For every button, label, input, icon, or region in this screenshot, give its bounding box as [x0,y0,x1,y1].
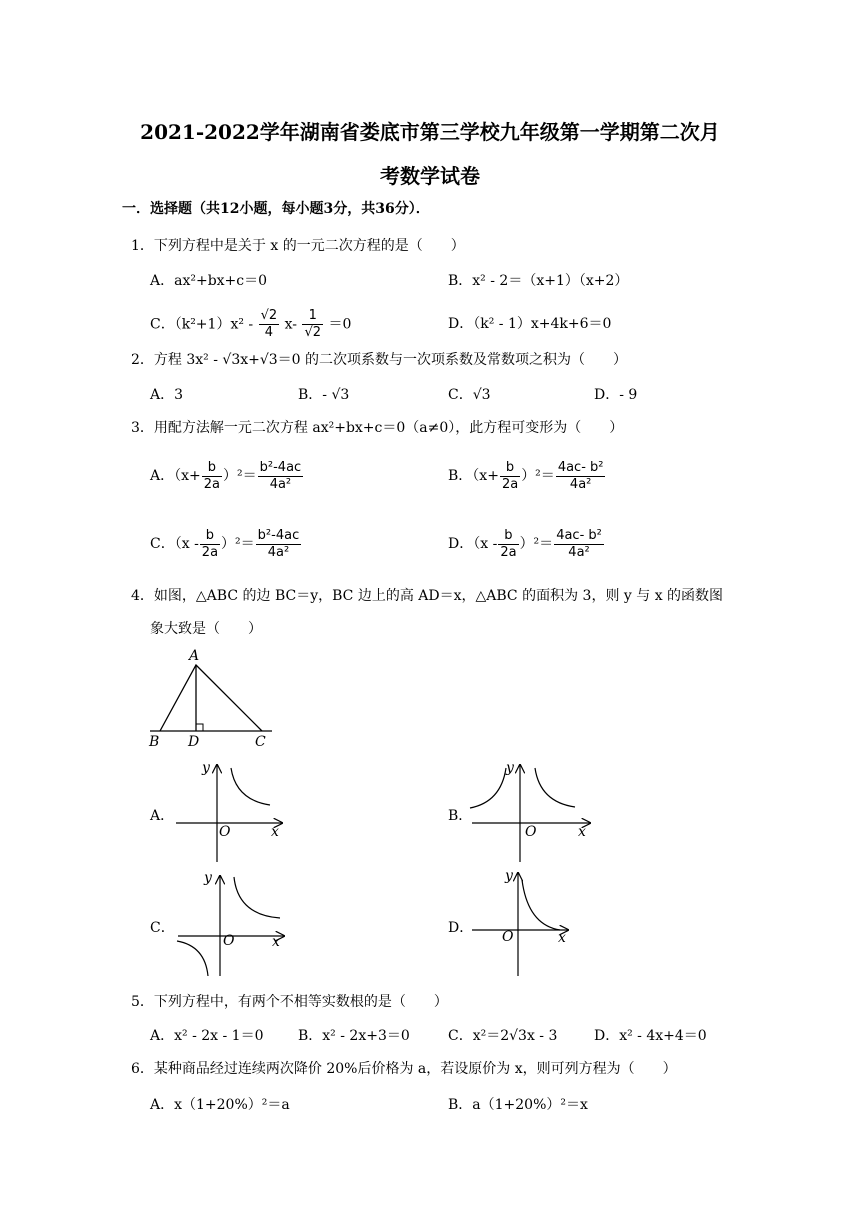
fraction-numerator: b²-4ac [259,459,302,475]
fraction-numerator: b [500,460,520,477]
question-6-option-b: B．a（1+20%）²＝x [448,1097,588,1113]
paren-close-squared: ）²＝ [519,536,554,552]
paren-open: （x - [174,536,199,552]
fraction-numerator: b [200,528,220,545]
fraction-denominator: 2a [501,476,519,492]
question-1-option-a: A．ax²+bx+c＝0 [150,273,268,289]
fraction-numerator: 1 [302,308,323,325]
option-label: C． [150,536,175,552]
graph-c-y-label: y [204,870,212,886]
fraction-denominator: 4a² [269,476,292,492]
section-heading: 一．选择题（共12小题，每小题3分，共36分）． [122,201,430,217]
fraction-numerator: 4ac- b² [557,459,604,475]
paren-close-squared: ）²＝ [521,468,555,484]
fraction-denominator: √2 [304,325,322,340]
fraction-denominator: 2a [201,544,219,560]
question-6-option-a: A．x（1+20%）²＝a [150,1097,290,1113]
fraction-denominator: 4a² [569,476,592,492]
question-5-option-b: B．x² - 2x+3＝0 [298,1028,410,1044]
option-c-mid: x- [284,316,297,333]
question-2-option-c: C．√3 [448,387,491,403]
paren-close-squared: ）²＝ [223,468,257,484]
graph-b [470,765,590,862]
graph-d-origin-label: O [502,929,514,945]
question-4-option-d: D． [448,920,474,936]
fraction-denominator: 2a [203,476,221,492]
question-4-stem-line2: 象大致是（ ） [150,621,262,637]
paren-open: （x+ [174,468,201,484]
vertex-label-b: B [149,734,160,750]
question-4-option-a: A． [150,808,175,824]
fraction-denominator: 4a² [568,544,590,560]
fraction-denominator: 4 [264,325,274,340]
fraction-denominator: 4a² [267,544,290,560]
question-2-option-d: D．- 9 [594,387,638,403]
question-5-option-c: C．x²＝2√3x - 3 [448,1028,558,1044]
fraction-numerator: b [202,460,222,477]
vertex-label-d: D [188,734,200,750]
option-c-suffix: ＝0 [328,316,352,333]
option-label: B． [448,468,473,484]
graph-d-x-label: x [558,930,566,946]
question-5-stem: 5．下列方程中，有两个不相等实数根的是（ ） [131,994,448,1010]
question-2-option-b: B．- √3 [298,387,350,403]
graph-a-origin-label: O [219,824,231,840]
graph-a-y-label: y [202,760,210,776]
graph-d-y-label: y [505,868,513,884]
question-4-option-c: C． [150,920,175,936]
fraction-numerator: 4ac- b² [556,527,602,543]
vertex-label-a: A [189,648,200,664]
question-1-option-b: B．x² - 2＝（x+1）（x+2） [448,273,629,289]
graph-a [176,765,282,862]
question-5-option-d: D．x² - 4x+4＝0 [594,1028,707,1044]
question-4-stem-line1: 4．如图，△ABC 的边 BC＝y，BC 边上的高 AD＝x，△ABC 的面积为 3，则 y 与 x 的函数图 [131,588,724,604]
question-2-option-a: A．3 [150,387,184,403]
option-label: D． [448,536,474,552]
question-1-option-d: D．（k² - 1）x+4k+6＝0 [448,316,612,332]
question-5-option-a: A．x² - 2x - 1＝0 [150,1028,264,1044]
option-label: A． [150,468,175,484]
option-c-prefix: C．（k²+1）x² - [150,316,254,333]
paren-open: （x - [473,536,498,552]
fraction-numerator: √2 [260,308,278,323]
graph-b-origin-label: O [525,824,537,840]
paren-close-squared: ）²＝ [221,536,255,552]
question-4-option-b: B． [448,808,473,824]
vertex-label-c: C [255,734,266,750]
graph-a-x-label: x [271,824,279,840]
graph-c-x-label: x [272,934,280,950]
graph-d [472,873,568,976]
paren-open: （x+ [472,468,499,484]
graph-c-origin-label: O [223,933,235,949]
question-3-stem: 3．用配方法解一元二次方程 ax²+bx+c＝0（a≠0），此方程可变形为（ ） [131,420,624,436]
exam-title-line2: 考数学试卷 [380,164,480,188]
fraction-numerator: b [498,528,518,545]
graph-b-y-label: y [506,760,514,776]
exam-title-line1: 2021-2022学年湖南省娄底市第三学校九年级第一学期第二次月 [140,120,720,144]
fraction-denominator: 2a [500,544,517,560]
question-1-stem: 1．下列方程中是关于 x 的一元二次方程的是（ ） [131,238,465,254]
graph-c [177,876,284,976]
question-6-stem: 6．某种商品经过连续两次降价 20%后价格为 a，若设原价为 x，则可列方程为（ ） [131,1061,677,1077]
question-2-stem: 2．方程 3x² - √3x+√3＝0 的二次项系数与一次项系数及常数项之积为（ ） [131,352,628,368]
graph-b-x-label: x [578,824,586,840]
fraction-numerator: b²-4ac [257,527,300,543]
